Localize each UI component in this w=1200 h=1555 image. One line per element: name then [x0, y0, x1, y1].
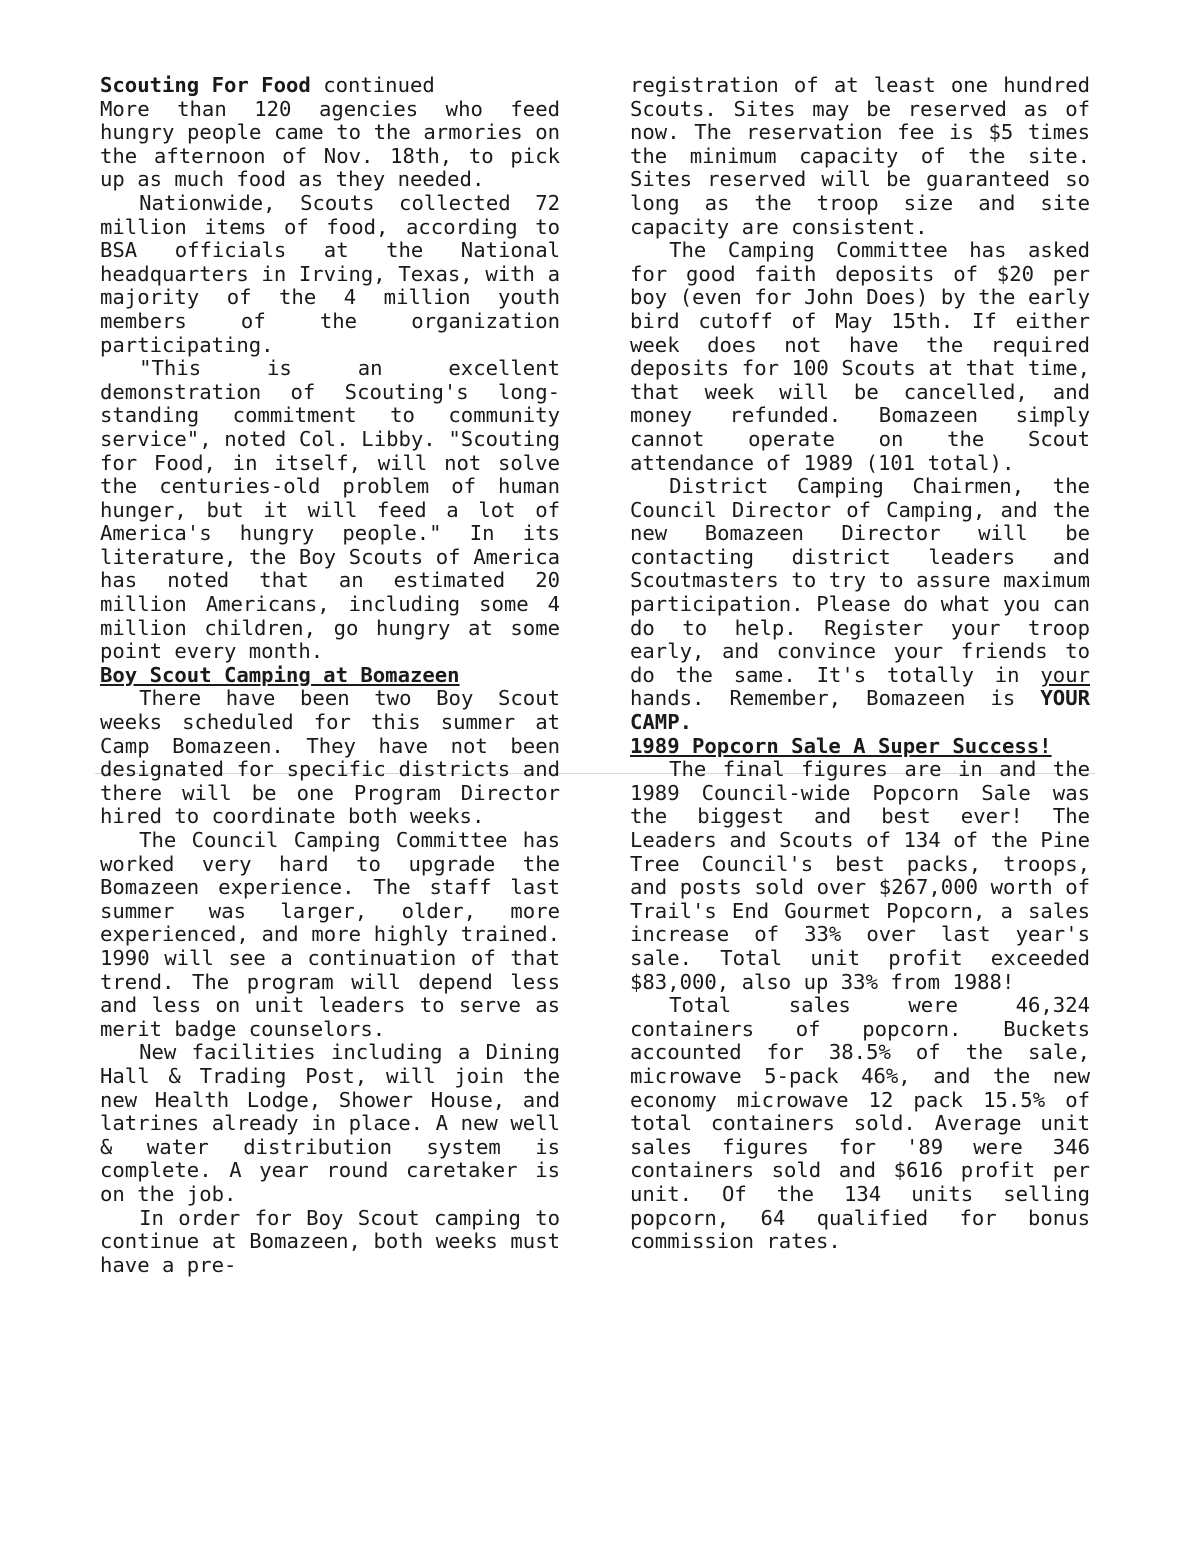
paragraph-quote: "This is an excellent demonstration of Scouting's long-standing commitment to community service", noted Col. Libby. "Scouting for Food, in itself, will not solve the centuries-old problem of human hunger, but it will feed a lot of America's hungry people." In its literature, the Boy Scouts of America has noted that an estimated 20 million Americans, including some 4 million children, go hungry at some point every month.: [100, 356, 560, 664]
paragraph-registration: registration of at least one hundred Scouts. Sites may be reserved as of now. The reservation fee is $5 times the minimum capacity of the site. Sites reserved will be guaranteed so long as the troop size and site capacity are consistent.: [630, 73, 1090, 239]
left-column: [100, 74, 560, 1277]
your-underlined: your: [1040, 662, 1090, 687]
continued-heading: Scouting For Food: [100, 73, 311, 97]
district-text: District Camping Chairmen, the Council Director of Camping, and the new Bomazeen Director will be contacting district leaders and Scoutmasters to try to assure maximum participation. Please do what you can do to help. Register your troop early, and convince your friends to do the same. It's totally in: [630, 474, 1090, 687]
continued-suffix: continued: [323, 73, 435, 97]
continued-line: [100, 74, 560, 98]
right-column: [630, 74, 1090, 1254]
paragraph-total-sales: Total sales were 46,324 containers of popcorn. Buckets accounted for 38.5% of the sale, microwave 5-pack 46%, and the new economy microwave 12 pack 15.5% of total containers sold. Average unit sales figures for '89 were 346 containers sold and $616 profit per unit. Of the 134 units selling popcorn, 64 qualified for bonus commission rates.: [630, 993, 1090, 1254]
paragraph-facilities: New facilities including a Dining Hall & Trading Post, will join the new Health Lodge, Shower House, and latrines already in place. A new well & water distribution system is complete. A year round caretaker is on the job.: [100, 1040, 560, 1206]
your-camp-bold: YOUR CAMP.: [630, 686, 1090, 735]
paragraph-district: [630, 475, 1090, 735]
paragraph-committee: The Council Camping Committee has worked very hard to upgrade the Bomazeen experience. The staff last summer was larger, older, more experienced, and more highly trained. 1990 will see a continuation of that trend. The program will depend less and less on unit leaders to serve as merit badge counselors.: [100, 828, 560, 1041]
paragraph-deposits: The Camping Committee has asked for good faith deposits of $20 per boy (even for John Does) by the early bird cutoff of May 15th. If either week does not have the required deposits for 100 Scouts at that time, that week will be cancelled, and money refunded. Bomazeen simply cannot operate on the Scout attendance of 1989 (101 total).: [630, 238, 1090, 475]
paragraph-in-order: In order for Boy Scout camping to continue at Bomazeen, both weeks must have a pre-: [100, 1205, 560, 1277]
district-text-end: hands. Remember, Bomazeen is: [630, 686, 1016, 711]
camping-heading: Boy Scout Camping at Bomazeen: [100, 662, 460, 687]
paragraph-agencies: More than 120 agencies who feed hungry people came to the armories on the afternoon of Nov. 18th, to pick up as much food as they needed.: [100, 96, 560, 192]
paragraph-final-figures: The final figures are in and the 1989 Council-wide Popcorn Sale was the biggest and best ever! The Leaders and Scouts of 134 of the Pine Tree Council's best packs, troops, and posts sold over $267,000 worth of Trail's End Gourmet Popcorn, a sales increase of 33% over last year's sale. Total unit profit exceeded $83,000, also up 33% from 1988!: [630, 757, 1090, 994]
paragraph-nationwide: Nationwide, Scouts collected 72 million items of food, according to BSA officials at the National headquarters in Irving, Texas, with a majority of the 4 million youth members of the organization participating.: [100, 190, 560, 357]
popcorn-heading: 1989 Popcorn Sale A Super Success!: [630, 733, 1052, 758]
paragraph-two-weeks: There have been two Boy Scout weeks scheduled for this summer at Camp Bomazeen. They have not been designated for specific districts and there will be one Program Director hired to coordinate both weeks.: [100, 686, 560, 829]
